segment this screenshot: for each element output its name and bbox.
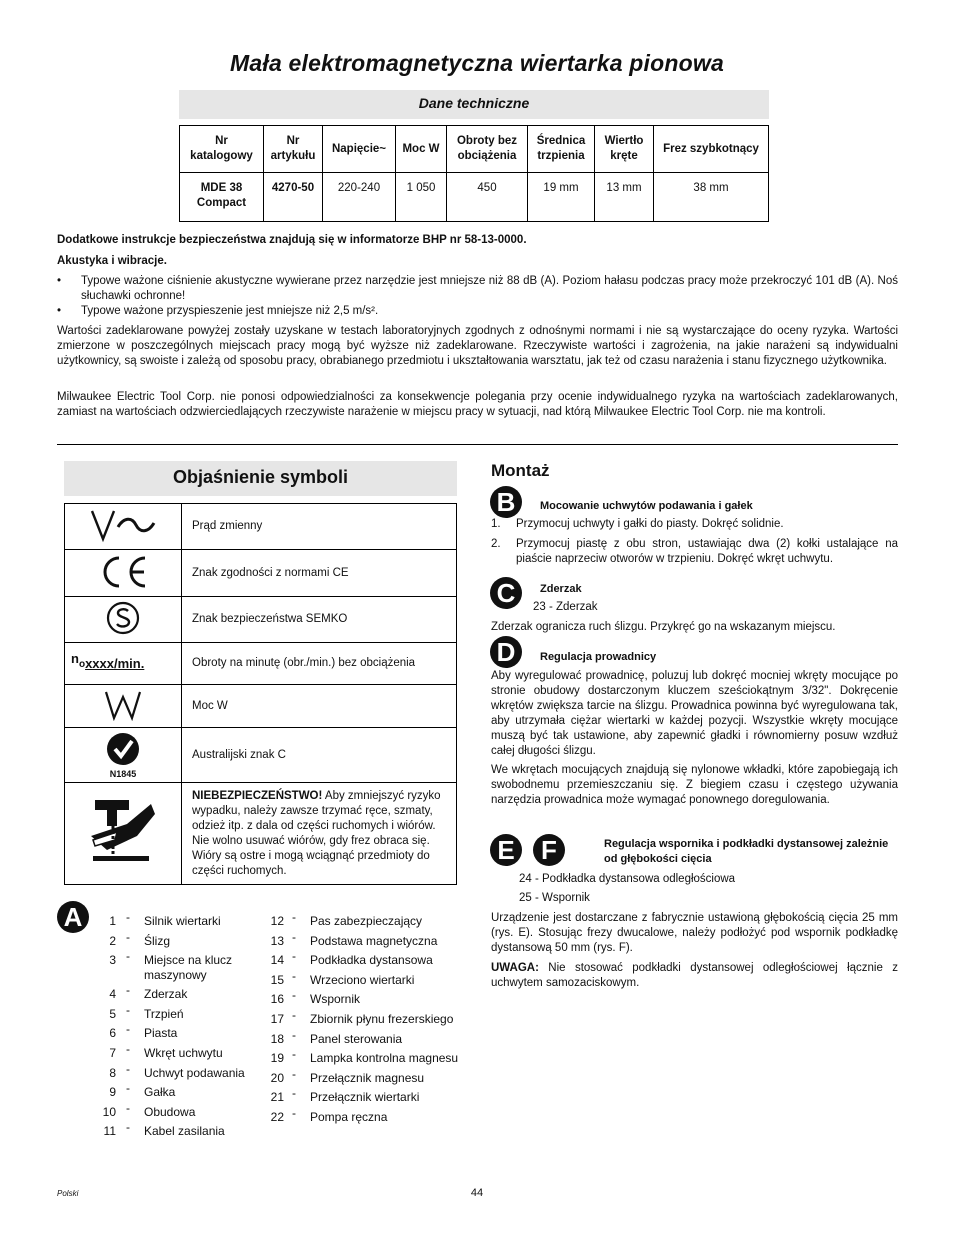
- spec-cell: 38 mm: [654, 173, 769, 222]
- page-title: Mała elektromagnetyczna wiertarka pionowa: [230, 50, 724, 76]
- symbol-row: [65, 685, 457, 728]
- badge-d: D: [490, 636, 522, 668]
- spec-cell: 19 mm: [528, 173, 595, 222]
- list-item: 2 - Ślizg: [109, 929, 171, 948]
- c-tick-icon: N1845: [65, 728, 182, 783]
- safety-note: Dodatkowe instrukcje bezpieczeństwa znajdują się w informatorze BHP nr 58-13-0000.: [57, 234, 527, 246]
- parts-list-left: [100, 912, 260, 1142]
- badge-a: A: [57, 901, 89, 933]
- spec-cell: MDE 38 Compact: [180, 173, 264, 222]
- spec-col: Moc W: [396, 126, 447, 173]
- section-d-p2: We wkrętach mocujących znajdują się nylonowe wkładki, które zapobiegają ich swobodnemu przemieszczaniu się. Z biegiem czasu i częstego używania narzędzia prowadnica może wymagać ponownego doregulowania.: [491, 764, 898, 806]
- symbol-description: Znak bezpieczeństwa SEMKO: [182, 597, 457, 643]
- spec-cell: 13 mm: [595, 173, 654, 222]
- symbol-row: [65, 550, 457, 597]
- list-item: 4 - Zderzak: [109, 983, 188, 1002]
- list-item: 10 - Obudowa: [102, 1100, 196, 1119]
- symbol-row: [65, 504, 457, 550]
- spec-cell: 220-240: [323, 173, 396, 222]
- symbols-table: [64, 503, 457, 885]
- list-item: 9 - Gałka: [109, 1081, 176, 1100]
- spec-col: Nr katalogowy: [180, 126, 264, 173]
- section-ef-note: UWAGA: Nie stosować podkładki dystansowej odległościowej łącznie z uchwytem samozaciskowym.: [491, 962, 898, 989]
- list-item: 8 - Uchwyt podawania: [109, 1061, 245, 1080]
- symbol-row: [65, 783, 457, 885]
- danger-description: NIEBEZPIECZEŃSTWO! Aby zmniejszyć ryzyko wypadku, należy zawsze trzymać ręce, szmaty, odzież itp. z dala od części ruchomych i wiórów. Nie wolno usuwać wiórów, gdy frez obraca się. Wióry są ostre i mogą wciągnąć przedmioty do części ruchomych.: [182, 783, 457, 885]
- section-d-title: Regulacja prowadnicy: [540, 651, 657, 663]
- divider: [57, 444, 898, 445]
- section-ef-ref: 24 - Podkładka dystansowa odległościowa: [519, 873, 736, 885]
- list-item: 15 - Wrzeciono wiertarki: [270, 968, 415, 987]
- parts-list-right: [268, 912, 478, 1128]
- list-item: 14 - Podkładka dystansowa: [270, 949, 433, 968]
- list-item: 12 - Pas zabezpieczający: [270, 910, 423, 928]
- bullet-item: • Typowe ważone ciśnienie akustyczne wywierane przez narzędzie jest mniejsze niż 88 dB (A). Poziom hałasu podczas pracy może przekroczyć 101 dB (A). Noś słuchawki ochronne!: [57, 275, 898, 302]
- symbol-row: [65, 728, 457, 783]
- list-item: 21 - Przełącznik wiertarki: [270, 1086, 420, 1105]
- badge-b: B: [490, 486, 522, 518]
- list-item: 1 - Silnik wiertarki: [109, 910, 221, 928]
- page-number: 44: [470, 1187, 484, 1199]
- list-item: 7 - Wkręt uchwytu: [109, 1041, 223, 1060]
- list-item: 5 - Trzpień: [109, 1002, 184, 1021]
- danger-hand-icon: [65, 783, 182, 885]
- w-letter-icon: [65, 685, 182, 728]
- spec-col: Frez szybkotnący: [654, 126, 769, 173]
- spec-col: Napięcie~: [323, 126, 396, 173]
- symbol-description: Obroty na minutę (obr./min.) bez obciążenia: [182, 643, 457, 685]
- section-b-step: 1. Przymocuj uchwyty i gałki do piasty. Dokręć solidnie.: [491, 518, 784, 530]
- bullet-item: • Typowe ważone przyspieszenie jest mniejsze niż 2,5 m/s².: [57, 305, 379, 317]
- badge-c: C: [490, 577, 522, 609]
- ce-mark-icon: [65, 550, 182, 597]
- bullet-dot-icon: •: [57, 305, 62, 317]
- section-ef-ref: 25 - Wspornik: [519, 892, 590, 904]
- spec-value-row: [180, 173, 769, 222]
- list-item: 17 - Zbiornik płynu frezerskiego: [270, 1007, 454, 1026]
- spec-col: Wiertło kręte: [595, 126, 654, 173]
- footer-language: Polski: [57, 1189, 79, 1198]
- section-ef-p1: Urządzenie jest dostarczane z fabrycznie ustawioną głębokością cięcia 25 mm (rys. E). Stosując frezy dwucalowe, należy podłożyć pod wspornik podkładkę dystansową 50 mm (rys. F).: [491, 912, 898, 954]
- section-b-title: Mocowanie uchwytów podawania i gałek: [540, 500, 753, 512]
- v-tilde-icon: [65, 504, 182, 550]
- montaz-heading: Montaż: [491, 461, 550, 480]
- badge-f: F: [533, 834, 565, 866]
- section-c-text: Zderzak ogranicza ruch ślizgu. Przykręć go na wskazanym miejscu.: [491, 621, 836, 633]
- spec-cell: 4270-50: [264, 173, 323, 222]
- symbol-row: [65, 597, 457, 643]
- symbol-description: Moc W: [182, 685, 457, 728]
- section-d-p1: Aby wyregulować prowadnicę, poluzuj lub dokręć mocniej wkręty mocujące po stronie obudowy dostarczonym kluczem sześciokątnym 3/32". Dokręcenie wkrętów zwiększa tarcie na ślizgu. Prowadnica powinna być wyregulowana tak, aby utrzymała ciężar wiertarki w każdej pozycji. Wszystkie wkręty mocujące muszą być tak ustawione, aby zapewnić gładki i równomierny posuw wzdłuż całej długości ślizgu.: [491, 670, 898, 757]
- acoustics-heading: Akustyka i wibracje.: [57, 255, 167, 267]
- spec-col: Nr artykułu: [264, 126, 323, 173]
- spec-col: Średnica trzpienia: [528, 126, 595, 173]
- spec-cell: 450: [447, 173, 528, 222]
- symbols-heading: Objaśnienie symboli: [64, 461, 457, 496]
- spec-table: [179, 125, 769, 222]
- list-item: 19 - Lampka kontrolna magnesu: [270, 1047, 459, 1066]
- symbol-description: Australijski znak C: [182, 728, 457, 783]
- section-ef-title: Regulacja wspornika i podkładki dystansowej zależnie od głębokości cięcia: [604, 838, 889, 865]
- paragraph-liability: Milwaukee Electric Tool Corp. nie ponosi odpowiedzialności za konsekwencje polegania przy ocenie indywidualnego ryzyka na wartościach zadeklarowanych, zamiast na wartościach odzwierciedlających rzeczywiste narażenie w miejscu pracy w sytuacji, nad którą Milwaukee Electric Tool Corp. nie ma kontroli.: [57, 391, 898, 418]
- symbol-row: [65, 643, 457, 685]
- symbol-description: Prąd zmienny: [182, 504, 457, 550]
- list-item: 16 - Wspornik: [270, 988, 361, 1007]
- section-b-step: 2. Przymocuj piastę z obu stron, ustawiając dwa (2) kołki ustalające na piaście naprzeciw otworów w trzpieniu. Dokręć wkręt uchwytu.: [491, 538, 898, 565]
- spec-header: Dane techniczne: [179, 90, 769, 119]
- section-c-ref: 23 - Zderzak: [533, 601, 598, 613]
- spec-cell: 1 050: [396, 173, 447, 222]
- paragraph-declared-values: Wartości zadeklarowane powyżej zostały uzyskane w testach laboratoryjnych zgodnych z odnośnymi normami i nie są wystarczające do oceny ryzyka. Wartości zmierzone w poszczególnych miejscach pracy mogą być wyższe niż zadeklarowane. Rzeczywiste wartości i zagrożenia, na jakie narażeni są indywidualni użytkownicy, są swoiste i zależą od sposobu pracy, obrabianego przedmiotu i ukształtowania warsztatu, jak też od czasu narażenia i stanu fizycznego użytkownika.: [57, 325, 898, 367]
- list-item: 6 - Piasta: [109, 1022, 178, 1041]
- list-item: 22 - Pompa ręczna: [270, 1105, 388, 1124]
- list-item: 13 - Podstawa magnetyczna: [270, 929, 438, 948]
- symbol-description: Znak zgodności z normami CE: [182, 550, 457, 597]
- spec-header-row: [180, 126, 769, 173]
- rpm-icon: noxxxx/min.: [65, 643, 182, 685]
- semko-icon: [65, 597, 182, 643]
- list-item: 18 - Panel sterowania: [270, 1027, 403, 1046]
- list-item: 11 - Kabel zasilania: [103, 1120, 225, 1139]
- badge-e: E: [490, 834, 522, 866]
- section-c-title: Zderzak: [540, 583, 582, 595]
- bullet-dot-icon: •: [57, 275, 62, 287]
- list-item: 20 - Przełącznik magnesu: [270, 1066, 425, 1085]
- spec-col: Obroty bez obciążenia: [447, 126, 528, 173]
- list-item: 3 - Miejsce na klucz maszynowy: [109, 949, 233, 983]
